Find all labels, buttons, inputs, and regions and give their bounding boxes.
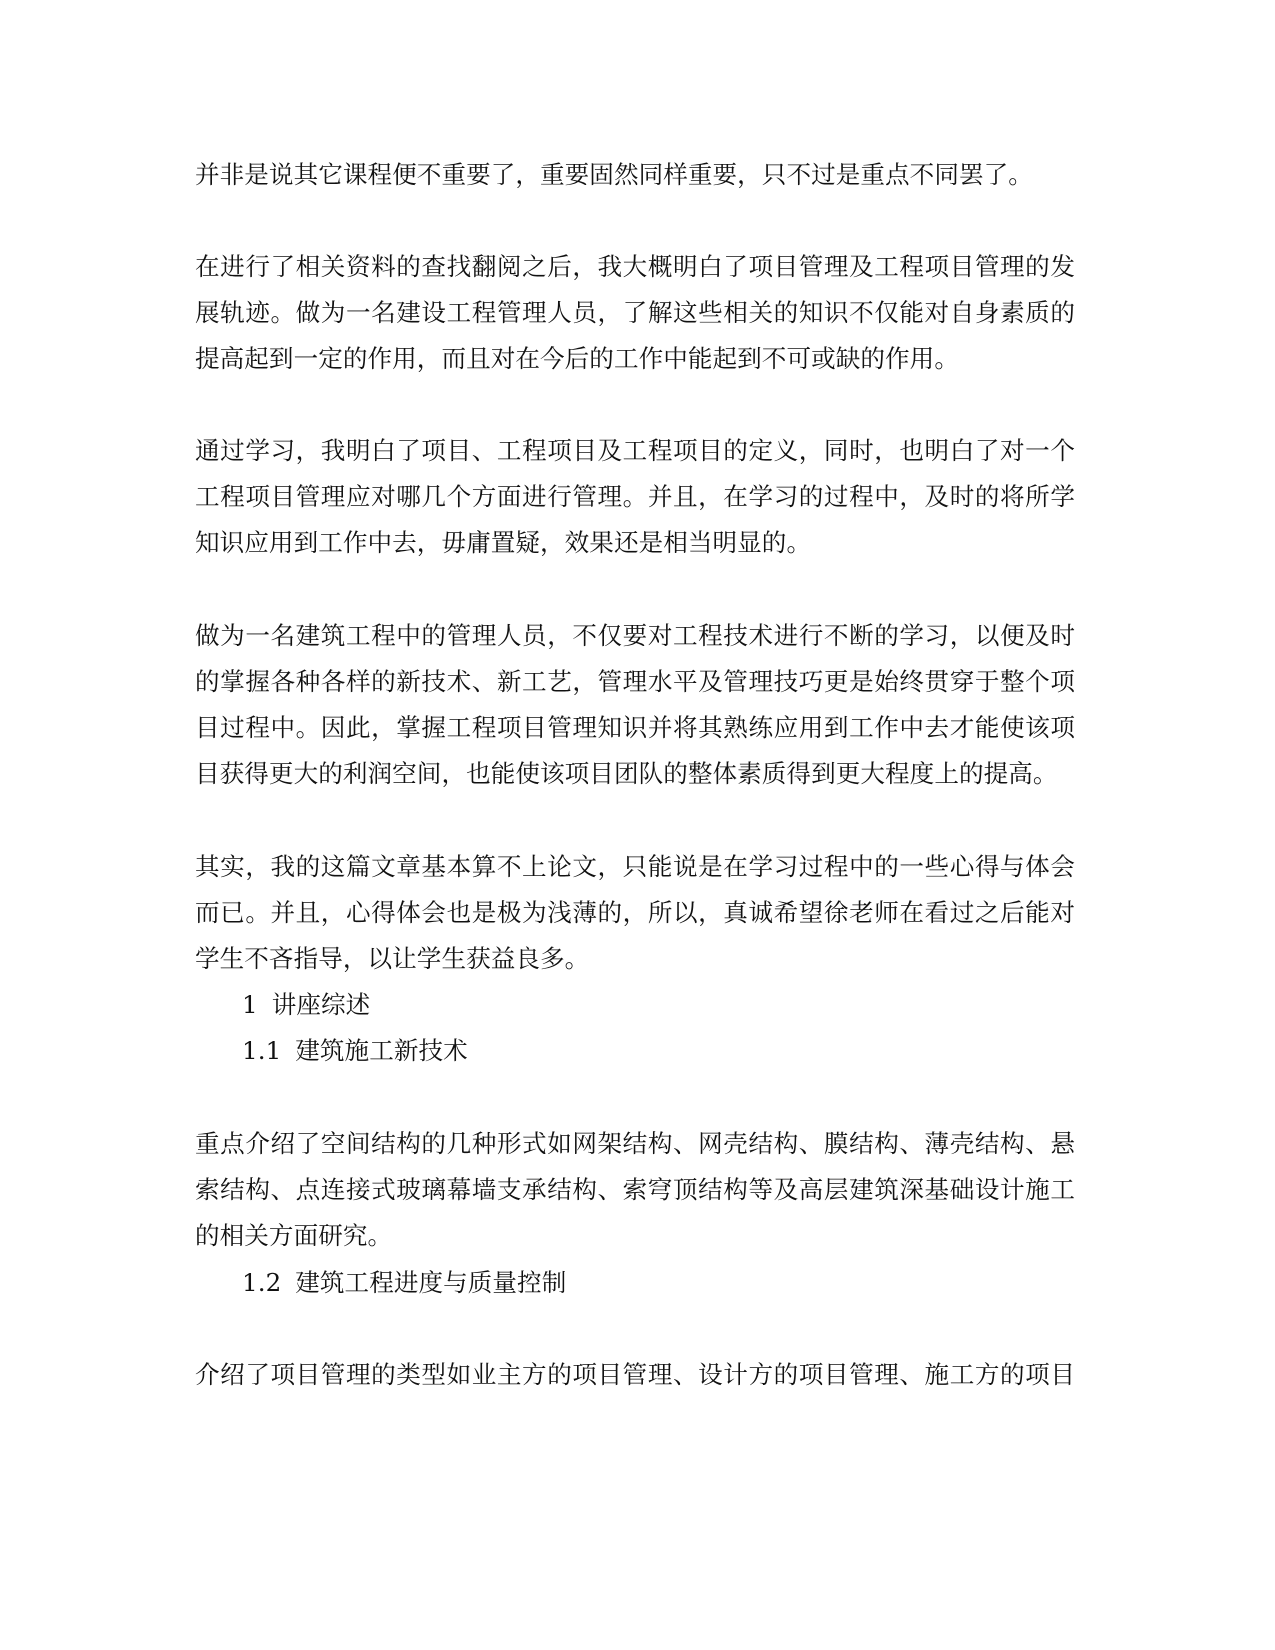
- paragraph-line: 通过学习，我明白了项目、工程项目及工程项目的定义，同时，也明白了对一个: [195, 436, 1075, 465]
- paragraph-line: 做为一名建筑工程中的管理人员，不仅要对工程技术进行不断的学习，以便及时: [195, 621, 1075, 650]
- paragraph-line: 知识应用到工作中去，毋庸置疑，效果还是相当明显的。: [195, 528, 812, 557]
- section-title: 讲座综述: [271, 990, 371, 1019]
- section-number: 1.2: [242, 1268, 282, 1297]
- paragraph-line: 提高起到一定的作用，而且对在今后的工作中能起到不可或缺的作用。: [195, 344, 959, 373]
- paragraph-line: 介绍了项目管理的类型如业主方的项目管理、设计方的项目管理、施工方的项目: [195, 1360, 1075, 1389]
- paragraph-line: 目过程中。因此，掌握工程项目管理知识并将其熟练应用到工作中去才能使该项: [195, 713, 1075, 742]
- paragraph-line: 的相关方面研究。: [195, 1221, 393, 1250]
- paragraph-line: 而已。并且，心得体会也是极为浅薄的，所以，真诚希望徐老师在看过之后能对: [195, 898, 1075, 927]
- paragraph-line: 其实，我的这篇文章基本算不上论文，只能说是在学习过程中的一些心得与体会: [195, 852, 1075, 881]
- paragraph-line: 工程项目管理应对哪几个方面进行管理。并且，在学习的过程中，及时的将所学: [195, 482, 1075, 511]
- paragraph-line: 在进行了相关资料的查找翻阅之后，我大概明白了项目管理及工程项目管理的发: [195, 252, 1075, 281]
- paragraph-line: 展轨迹。做为一名建设工程管理人员，了解这些相关的知识不仅能对自身素质的: [195, 298, 1075, 327]
- paragraph-line: 目获得更大的利润空间，也能使该项目团队的整体素质得到更大程度上的提高。: [195, 759, 1058, 788]
- section-title: 建筑工程进度与质量控制: [295, 1268, 567, 1297]
- section-title: 建筑施工新技术: [295, 1036, 468, 1065]
- section-number: 1: [242, 990, 258, 1019]
- paragraph-line: 并非是说其它课程便不重要了，重要固然同样重要，只不过是重点不同罢了。: [195, 160, 1033, 189]
- section-heading: [242, 985, 1122, 1025]
- paragraph-line: 重点介绍了空间结构的几种形式如网架结构、网壳结构、膜结构、薄壳结构、悬: [195, 1129, 1075, 1158]
- paragraph-line: 学生不吝指导，以让学生获益良多。: [195, 944, 590, 973]
- section-heading: [242, 1031, 1122, 1071]
- paragraph-line: 的掌握各种各样的新技术、新工艺，管理水平及管理技巧更是始终贯穿于整个项: [195, 667, 1075, 696]
- section-heading: [242, 1263, 1122, 1303]
- section-number: 1.1: [242, 1036, 282, 1065]
- paragraph-line: 索结构、点连接式玻璃幕墙支承结构、索穹顶结构等及高层建筑深基础设计施工: [195, 1175, 1075, 1204]
